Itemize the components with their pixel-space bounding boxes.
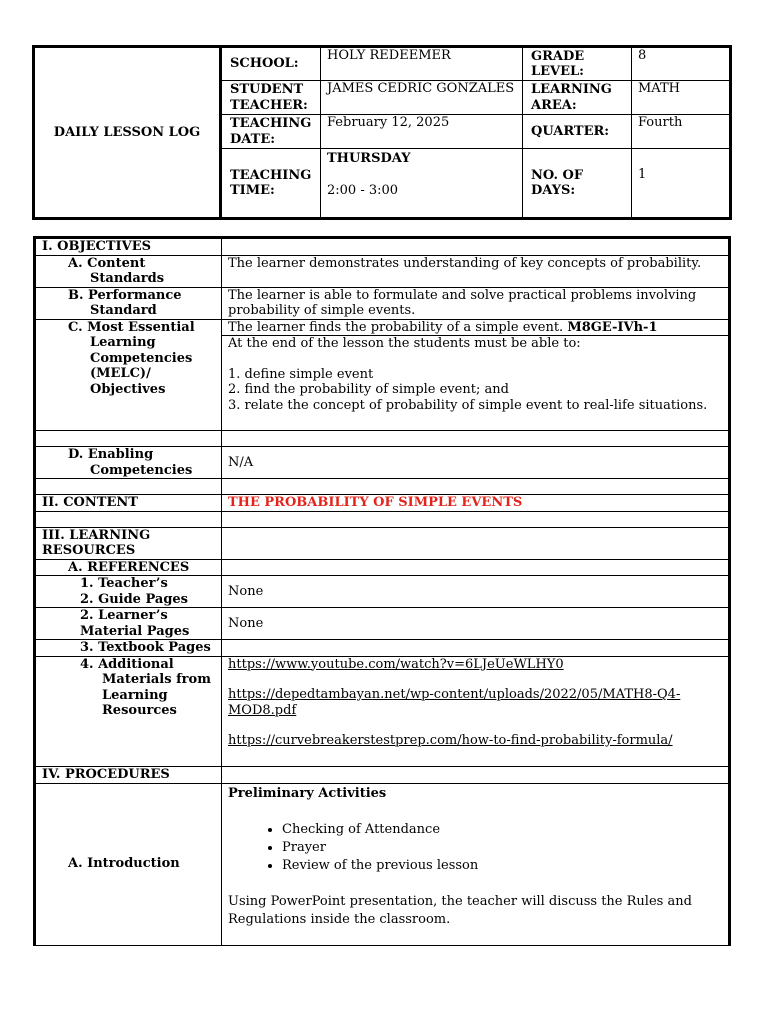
no-of-days-label: NO. OF DAYS: (523, 149, 632, 219)
references-label: A. REFERENCES (35, 559, 222, 576)
empty-cell (222, 640, 730, 657)
empty-cell (222, 527, 730, 559)
performance-standard-label: B. Performance Standard (35, 287, 222, 319)
quarter-value: Fourth (632, 115, 731, 149)
enabling-competencies-label: D. Enabling Competencies (35, 447, 222, 479)
lesson-header-table (32, 45, 732, 220)
objectives-intro: At the end of the lesson the students must be able to: (228, 336, 581, 351)
teachers-guide-value: None (222, 576, 730, 608)
teachers-guide-label: 1. Teacher’s 2. Guide Pages (35, 576, 222, 608)
empty-cell (222, 238, 730, 256)
teaching-day: THURSDAY (327, 151, 411, 166)
daily-lesson-log-title: DAILY LESSON LOG (34, 47, 221, 219)
learning-area-value: MATH (632, 81, 731, 115)
youtube-link[interactable]: https://www.youtube.com/watch?v=6LJeUeWLHY0 (228, 656, 564, 672)
content-heading: II. CONTENT (35, 495, 222, 512)
empty-cell (222, 479, 730, 495)
melc-value: The learner finds the probability of a simple event. (228, 319, 564, 335)
introduction-text: Using PowerPoint presentation, the teacher will discuss the Rules and Regulations inside the classroom. (228, 893, 692, 927)
introduction-content (222, 783, 730, 945)
empty-cell (222, 766, 730, 783)
melc-label: C. Most Essential Learning Competencies (MELC)/ Objectives (35, 319, 222, 431)
empty-cell (35, 511, 222, 527)
textbook-pages-label: 3. Textbook Pages (35, 640, 222, 657)
school-label: SCHOOL: (221, 47, 321, 81)
learners-material-value: None (222, 608, 730, 640)
school-value: HOLY REDEEMER (321, 47, 523, 81)
procedures-heading: IV. PROCEDURES (35, 766, 222, 783)
teaching-date-value: February 12, 2025 (321, 115, 523, 149)
objective-item: 1. define simple event (228, 366, 374, 382)
content-standards-value: The learner demonstrates understanding of key concepts of probability. (222, 255, 730, 287)
quarter-label: QUARTER: (523, 115, 632, 149)
learning-area-label: LEARNING AREA: (523, 81, 632, 115)
deped-module-link[interactable]: https://depedtambayan.net/wp-content/uploads/2022/05/MATH8-Q4-MOD8.pdf (228, 687, 681, 718)
learning-resources-heading: III. LEARNING RESOURCES (35, 527, 222, 559)
no-of-days-value: 1 (632, 149, 731, 219)
preliminary-activities-list (228, 821, 722, 875)
additional-materials-label: 4. Additional Materials from Learning Resources (35, 656, 222, 766)
performance-standard-value: The learner is able to formulate and solve practical problems involving probability of simple events. (222, 287, 730, 319)
empty-cell (222, 559, 730, 576)
list-item: • Prayer (282, 839, 722, 857)
list-item: • Checking of Attendance (282, 821, 722, 839)
lesson-plan-table (33, 236, 731, 946)
enabling-competencies-value: N/A (222, 447, 730, 479)
empty-cell (35, 479, 222, 495)
teaching-time-value: 2:00 - 3:00 (327, 182, 399, 198)
objective-item: 3. relate the concept of probability of simple event to real-life situations. (228, 397, 708, 413)
teaching-time-cell (321, 149, 523, 219)
student-teacher-value: JAMES CEDRIC GONZALES (321, 81, 523, 115)
melc-value-cell (222, 319, 730, 336)
lesson-objectives-cell (222, 336, 730, 431)
curvebreakers-link[interactable]: https://curvebreakerstestprep.com/how-to-find-probability-formula/ (228, 733, 673, 748)
teaching-time-label: TEACHING TIME: (221, 149, 321, 219)
grade-level-label: GRADE LEVEL: (523, 47, 632, 81)
content-standards-label: A. Content Standards (35, 255, 222, 287)
empty-cell (222, 431, 730, 447)
introduction-label: A. Introduction (35, 783, 222, 945)
student-teacher-label: STUDENT TEACHER: (221, 81, 321, 115)
empty-cell (35, 431, 222, 447)
list-item: • Review of the previous lesson (282, 857, 722, 875)
learners-material-label: 2. Learner’s Material Pages (35, 608, 222, 640)
empty-cell (222, 511, 730, 527)
content-title: THE PROBABILITY OF SIMPLE EVENTS (222, 495, 730, 512)
objective-item: 2. find the probability of simple event; and (228, 382, 509, 397)
additional-materials-links (222, 656, 730, 766)
melc-code: M8GE-IVh-1 (567, 319, 658, 335)
preliminary-activities-heading: Preliminary Activities (228, 785, 387, 801)
objectives-heading: I. OBJECTIVES (35, 238, 222, 256)
grade-level-value: 8 (632, 47, 731, 81)
teaching-date-label: TEACHING DATE: (221, 115, 321, 149)
